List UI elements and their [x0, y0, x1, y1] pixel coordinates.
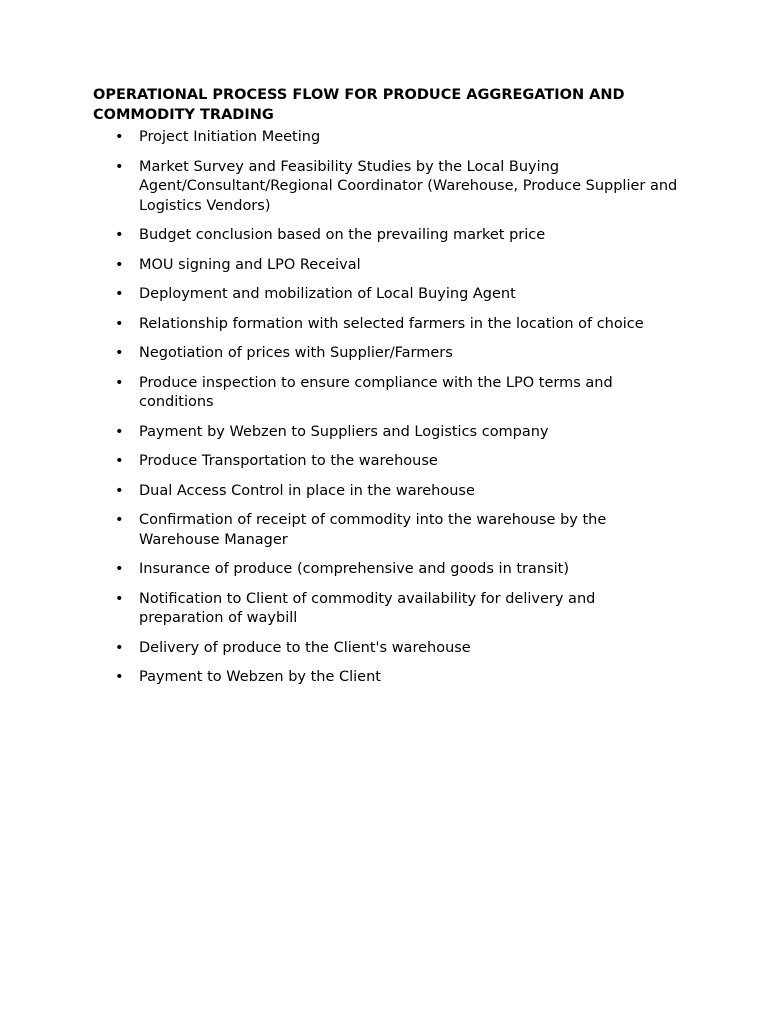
list-item-text: Payment to Webzen by the Client	[139, 669, 381, 685]
list-item-text: Payment by Webzen to Suppliers and Logistics company	[139, 423, 549, 440]
list-item-text: Insurance of produce (comprehensive and goods in transit)	[139, 561, 570, 577]
bullet-icon: •	[115, 482, 124, 499]
list-item	[93, 128, 678, 148]
list-item-text: Notification to Client of commodity availability for delivery and preparation of waybill	[139, 590, 596, 626]
list-item	[93, 639, 678, 659]
bullet-icon: •	[115, 374, 124, 391]
list-item-text: Market Survey and Feasibility Studies by the Local Buying Agent/Consultant/Regional Coordinator (Warehouse, Produce Supplier and Logistics Vendors)	[139, 158, 678, 214]
list-item	[93, 285, 678, 305]
list-item	[93, 256, 678, 276]
bullet-icon: •	[115, 453, 124, 469]
list-item	[93, 668, 678, 688]
list-item	[93, 590, 678, 629]
bullet-icon: •	[115, 345, 124, 361]
process-step-list	[93, 128, 678, 688]
list-item-text: MOU signing and LPO Receival	[139, 256, 361, 273]
bullet-icon: •	[115, 423, 124, 440]
list-item-text: Negotiation of prices with Supplier/Farmers	[139, 345, 453, 361]
document-title: OPERATIONAL PROCESS FLOW FOR PRODUCE AGGREGATION AND COMMODITY TRADING	[93, 87, 625, 123]
list-item-text: Project Initiation Meeting	[139, 129, 321, 145]
bullet-icon: •	[115, 512, 124, 528]
list-item-text: Budget conclusion based on the prevailing market price	[139, 227, 546, 243]
bullet-icon: •	[115, 158, 124, 175]
bullet-icon: •	[115, 669, 124, 685]
document-page	[93, 86, 678, 698]
bullet-icon: •	[115, 129, 124, 145]
bullet-icon: •	[115, 561, 124, 577]
bullet-icon: •	[115, 590, 124, 607]
bullet-icon: •	[115, 286, 124, 302]
list-item	[93, 374, 678, 413]
list-item	[93, 482, 678, 502]
list-item	[93, 423, 678, 443]
list-item-text: Dual Access Control in place in the warehouse	[139, 482, 475, 499]
list-item-text: Confirmation of receipt of commodity into the warehouse by the Warehouse Manager	[139, 512, 607, 548]
list-item-text: Relationship formation with selected farmers in the location of choice	[139, 315, 644, 332]
list-item-text: Produce inspection to ensure compliance with the LPO terms and conditions	[139, 374, 613, 410]
list-item	[93, 560, 678, 580]
list-item	[93, 158, 678, 217]
bullet-icon: •	[115, 256, 124, 273]
list-item-text: Delivery of produce to the Client's warehouse	[139, 639, 471, 656]
list-item	[93, 226, 678, 246]
list-item-text: Produce Transportation to the warehouse	[139, 453, 438, 469]
list-item	[93, 452, 678, 472]
bullet-icon: •	[115, 227, 124, 243]
list-item	[93, 511, 678, 550]
list-item-text: Deployment and mobilization of Local Buying Agent	[139, 286, 516, 302]
list-item	[93, 315, 678, 335]
bullet-icon: •	[115, 315, 124, 332]
bullet-icon: •	[115, 639, 124, 656]
list-item	[93, 344, 678, 364]
